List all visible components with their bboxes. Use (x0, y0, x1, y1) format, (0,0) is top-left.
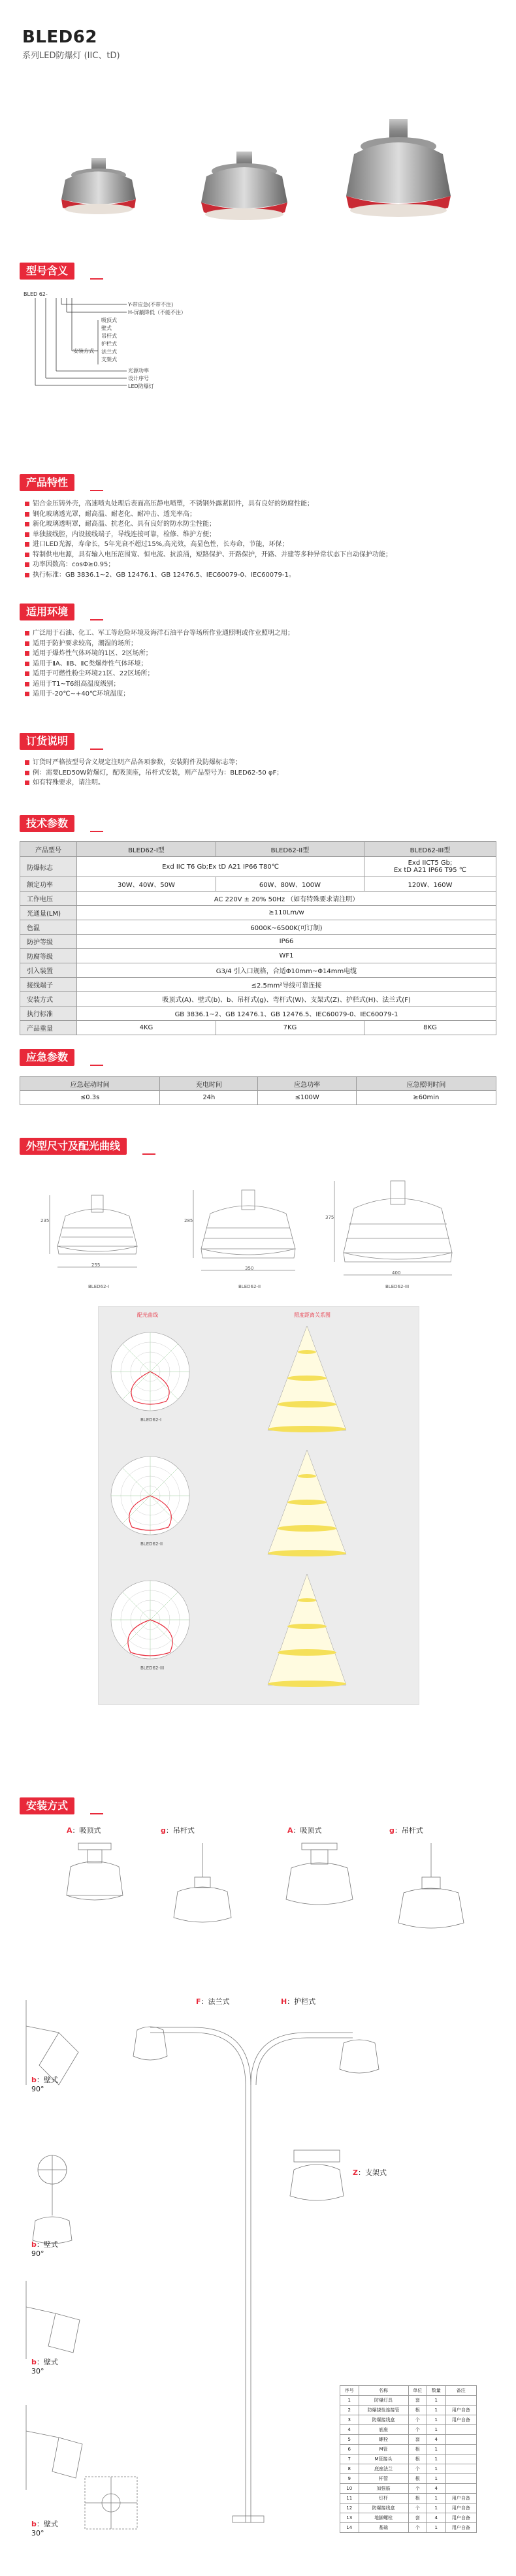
parts-header: 序号 (340, 2386, 359, 2396)
tech-label: 防护等级 (20, 935, 77, 949)
lamp-pendant-1 (174, 1843, 231, 1922)
install-top-4: g：吊杆式 (389, 1826, 423, 1835)
pole-flange (133, 2027, 264, 2522)
parts-header: 备注 (445, 2386, 477, 2396)
feature-item: 钢化玻璃透光罩，耐高温、耐老化、耐冲击、透光率高； (24, 509, 494, 520)
feature-item: 执行标准：GB 3836.1~2、GB 12476.1、GB 12476.5、IEC60079-0、IEC60079-1。 (24, 570, 494, 581)
tech-cell: 60W、80W、100W (216, 877, 364, 892)
parts-row: 9 杆管 根 1 (340, 2474, 477, 2484)
parts-row: 14 基础 个 1 用户自备 (340, 2523, 477, 2533)
lamp-ceiling-2 (286, 1843, 353, 1905)
parts-row: 2 防爆挠性连接管 根 1 用户自备 (340, 2406, 477, 2415)
order-item: 例：需要LED50W防爆灯，配吸顶座，吊杆式安装，则产品型号为：BLED62-50 φF； (24, 768, 494, 779)
lamp-pendant-2 (398, 1843, 464, 1928)
env-item: 适用于ⅡA、ⅡB、ⅡC类爆炸性气体环境； (24, 659, 494, 669)
install-top-2: g：吊杆式 (161, 1826, 195, 1835)
tech-cell: G3/4 引入口规格，合适Φ10mm~Φ14mm电缆 (77, 963, 496, 978)
tech-cell: Exd IIC T6 Gb;Ex tD A21 IP66 T80℃ (77, 857, 364, 877)
tech-cell: 30W、40W、50W (77, 877, 216, 892)
install-guardrail: H：护栏式 (281, 1997, 316, 2006)
product-photos (52, 98, 470, 248)
cone-panel-title: 照度距离关系图 (294, 1312, 331, 1318)
lamp-photo-2 (201, 152, 287, 220)
emergency-header: 应急功率 (258, 1077, 356, 1091)
install-flange: F：法兰式 (196, 1997, 230, 2006)
lamp-photo-3 (346, 119, 451, 217)
photometric-charts (98, 1319, 418, 1701)
features-list (24, 499, 494, 580)
tech-label: 光通量(LM) (20, 906, 77, 920)
section-underline (90, 1065, 103, 1066)
illuminance-cones (268, 1326, 346, 1687)
install-wall-1: b：壁式 90° (31, 2076, 58, 2093)
dim-width-3: 400 (392, 1270, 401, 1276)
env-item: 适用于防护要求较高，潮湿的场所； (24, 639, 494, 649)
feature-item: 进口LED光源，寿命长，5年光衰不超过15%,高光效，高显色性，长寿命，节能，环保； (24, 539, 494, 550)
tech-cell: 8KG (364, 1021, 496, 1035)
section-env-title: 适用环境 (20, 604, 74, 620)
install-top-1: A：吸顶式 (67, 1826, 101, 1835)
tech-cell: ≤2.5mm²导线可靠连接 (77, 978, 496, 992)
tech-header: BLED62-III型 (364, 842, 496, 857)
model-label-6: 法兰式 (101, 349, 117, 355)
model-code-prefix: BLED 62- (24, 291, 48, 297)
tech-label: 执行标准 (20, 1006, 77, 1021)
tech-label: 工作电压 (20, 892, 77, 906)
emergency-header: 应急照明时间 (356, 1077, 496, 1091)
env-item: 广泛用于石油、化工、军工等危险环境及海洋石油平台等场所作业通照明或作业照明之用； (24, 628, 494, 639)
order-item: 订货时严格按型号含义规定注明产品各项参数，安装附件及防爆标志等； (24, 758, 494, 768)
lamp-ceiling-1 (67, 1843, 123, 1900)
feature-item: 特制供电电源，具有输入电压范围宽、恒电流、抗浪涌，短路保护、开路保护，开路、并建等多种异常状态下自动保护功能； (24, 550, 494, 560)
dim-width-1: 255 (91, 1263, 101, 1268)
tech-label: 色温 (20, 920, 77, 935)
lamp-wall-3 (26, 2281, 80, 2359)
lamp-wall-4 (26, 2405, 82, 2490)
parts-table (340, 2385, 477, 2533)
emergency-cell: ≥60min (356, 1091, 496, 1105)
parts-row: 11 灯杆 根 1 用户自备 (340, 2494, 477, 2504)
dimension-drawings (39, 1176, 483, 1293)
tech-cell: 6000K~6500K(可订制) (77, 920, 496, 935)
model-label-11: LED防爆灯 (128, 383, 154, 389)
lamp-wall-2 (33, 2155, 72, 2244)
model-label-0: Y-带应急(不带不注) (128, 302, 174, 308)
dim-caption-1: BLED62-I (88, 1284, 110, 1289)
lamp-wall-1 (26, 2000, 78, 2085)
parts-row: 1 防爆灯具 套 1 (340, 2396, 477, 2406)
parts-header: 单位 (408, 2386, 427, 2396)
feature-item: 单独接线腔，内设接线端子，导线连接可靠，检修、维护方便； (24, 530, 494, 540)
model-label-4: 吊杆式 (101, 333, 117, 339)
section-install-title: 安装方式 (20, 1797, 74, 1814)
model-label-5: 护栏式 (101, 341, 117, 347)
feature-item: 铝合金压铸外壳，高速喷丸处理后表面高压静电喷塑，不锈钢外露紧固件，具有良好的防腐性能； (24, 499, 494, 509)
section-underline (90, 278, 103, 280)
section-model-title: 型号含义 (20, 263, 74, 280)
tech-cell: IP66 (77, 935, 496, 949)
polar-panel-title: 配光曲线 (137, 1312, 158, 1318)
polar-caption-1: BLED62-I (140, 1417, 162, 1423)
model-label-3: 壁式 (101, 325, 112, 331)
model-label-9: 光源功率 (128, 368, 149, 374)
parts-row: 7 M管接头 根 1 (340, 2455, 477, 2464)
tech-label: 额定功率 (20, 877, 77, 892)
parts-header: 名称 (359, 2386, 408, 2396)
parts-row: 10 加强筋 个 4 (340, 2484, 477, 2494)
drawing-1 (50, 1195, 137, 1267)
section-features-title: 产品特性 (20, 474, 74, 491)
page-title: BLED62 (22, 27, 97, 47)
emergency-header: 充电时间 (160, 1077, 258, 1091)
tech-cell: Exd IICT5 Gb; Ex tD A21 IP66 T95 ℃ (364, 857, 496, 877)
tech-header: 产品型号 (20, 842, 77, 857)
order-list (24, 758, 494, 788)
tech-label: 安装方式 (20, 992, 77, 1006)
tech-cell: AC 220V ± 20% 50Hz （如有特殊要求请注明） (77, 892, 496, 906)
parts-row: 6 M管 根 1 (340, 2445, 477, 2455)
section-order-title: 订货说明 (20, 733, 74, 750)
emergency-table (20, 1076, 496, 1105)
model-label-2: 吸顶式 (101, 317, 117, 323)
polar-caption-2: BLED62-II (140, 1541, 163, 1547)
polar-curves (111, 1332, 189, 1659)
install-top-3: A：吸顶式 (287, 1826, 322, 1835)
tech-header: BLED62-II型 (216, 842, 364, 857)
section-tech-title: 技术参数 (20, 815, 74, 832)
dim-caption-3: BLED62-III (385, 1284, 410, 1289)
tech-label: 接线端子 (20, 978, 77, 992)
tech-cell: GB 3836.1~2、GB 12476.1、GB 12476.5、IEC60079-0、IEC60079-1 (77, 1006, 496, 1021)
install-wall-3: b：壁式 30° (31, 2358, 58, 2375)
tech-table (20, 841, 496, 1035)
order-item: 如有特殊要求，请注明。 (24, 778, 494, 788)
parts-row: 8 底座法兰 个 1 (340, 2464, 477, 2474)
env-item: 适用于T1~T6组高温度级别； (24, 679, 494, 690)
env-item: 适用于爆炸性气体环境的1区、2区场所； (24, 649, 494, 659)
emergency-cell: 24h (160, 1091, 258, 1105)
parts-row: 5 螺栓 套 4 (340, 2435, 477, 2445)
parts-row: 3 防爆接线盒 个 1 用户自备 (340, 2415, 477, 2425)
dim-height-2: 285 (184, 1218, 193, 1223)
parts-row: 4 底座 个 1 (340, 2425, 477, 2435)
env-item: 适用于-20℃~+40℃环境温度； (24, 689, 494, 700)
parts-row: 12 防爆接线盒 个 1 用户自备 (340, 2504, 477, 2513)
dim-caption-2: BLED62-II (238, 1284, 261, 1289)
model-label-10: 设计序号 (128, 376, 149, 381)
drawing-2 (193, 1190, 295, 1270)
model-label-7: 支架式 (101, 357, 117, 362)
tech-cell: 7KG (216, 1021, 364, 1035)
pole-guardrail (251, 2033, 379, 2085)
feature-item: 功率因数高：cosΦ≥0.95； (24, 560, 494, 570)
tech-cell: 4KG (77, 1021, 216, 1035)
parts-header: 数量 (427, 2386, 446, 2396)
section-underline (90, 1813, 103, 1814)
tech-label: 防爆标志 (20, 857, 77, 877)
section-underline (142, 1153, 155, 1155)
polar-caption-3: BLED62-III (140, 1666, 165, 1671)
install-bracket: Z：支架式 (353, 2168, 387, 2177)
emergency-header: 应急起动时间 (20, 1077, 160, 1091)
section-underline (90, 490, 103, 491)
emergency-cell: ≤100W (258, 1091, 356, 1105)
tech-cell: ≥110Lm/w (77, 906, 496, 920)
lamp-photo-1 (61, 158, 136, 214)
section-underline (90, 619, 103, 620)
tech-label: 防腐等级 (20, 949, 77, 963)
tech-cell: WF1 (77, 949, 496, 963)
feature-item: 新化玻璃透明罩，耐高温、抗老化、具有良好的防水防尘性能； (24, 519, 494, 530)
section-emergency-title: 应急参数 (20, 1049, 74, 1066)
install-wall-4: b：壁式 30° (31, 2520, 58, 2537)
tech-cell: 吸顶式(A)、壁式(b)、b、吊杆式(g)、弯杆式(W)、支架式(Z)、护栏式(H)、法兰式(F) (77, 992, 496, 1006)
model-label-1: H-屏蔽降低（不能不注） (128, 310, 186, 315)
tech-header: BLED62-I型 (77, 842, 216, 857)
foundation-detail (85, 2477, 137, 2529)
dim-width-2: 350 (245, 1266, 254, 1271)
model-label-8: 安装方式 (73, 348, 94, 354)
parts-row: 13 地脚螺栓 套 4 用户自备 (340, 2513, 477, 2523)
dim-height-1: 235 (40, 1218, 50, 1223)
install-wall-2: b：壁式 90° (31, 2240, 58, 2258)
lamp-bracket (290, 2150, 344, 2200)
drawing-3 (334, 1181, 452, 1275)
tech-cell: 120W、160W (364, 877, 496, 892)
section-dims-title: 外型尺寸及配光曲线 (20, 1138, 127, 1155)
env-list (24, 628, 494, 700)
env-item: 适用于可燃性粉尘环境21区、22区场所； (24, 669, 494, 679)
emergency-cell: ≤0.3s (20, 1091, 160, 1105)
page-subtitle: 系列LED防爆灯 (IIC、tD) (22, 51, 120, 61)
tech-label: 产品重量 (20, 1021, 77, 1035)
section-underline (90, 749, 103, 750)
section-underline (90, 831, 103, 832)
dim-height-3: 375 (325, 1215, 334, 1220)
tech-label: 引入装置 (20, 963, 77, 978)
